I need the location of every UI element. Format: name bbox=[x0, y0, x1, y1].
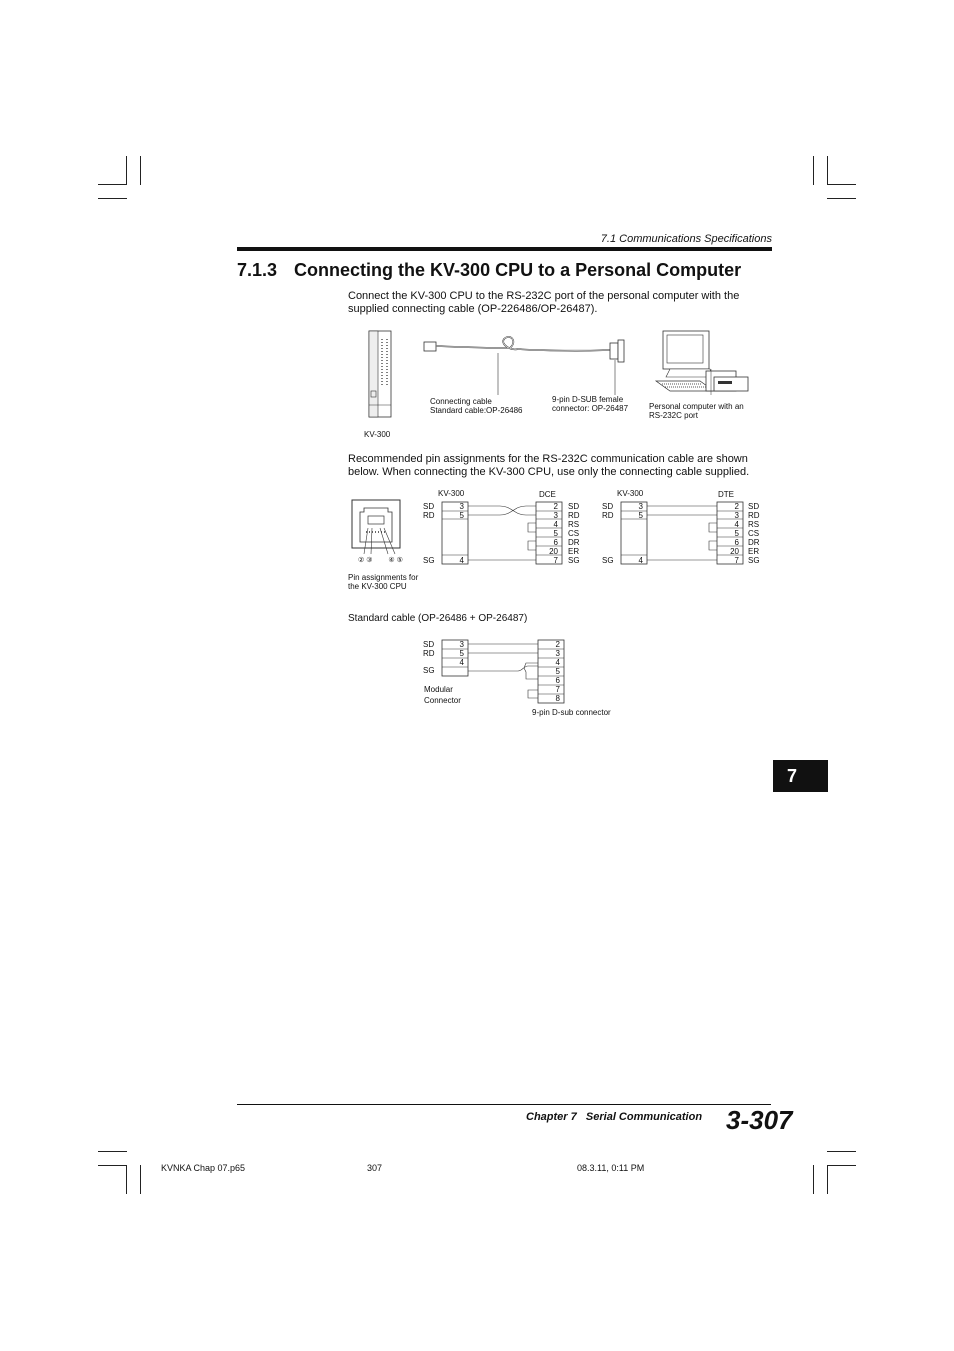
section-reference: 7.1 Communications Specifications bbox=[600, 233, 772, 245]
connection-drawing bbox=[340, 325, 780, 445]
signal-label: RS bbox=[568, 520, 580, 529]
signal-label: SG bbox=[423, 666, 435, 675]
pin-number: 20 bbox=[730, 547, 739, 556]
modular-pin-labels bbox=[358, 556, 403, 564]
section-heading bbox=[237, 260, 741, 281]
dce-wiring-diagram bbox=[416, 488, 586, 568]
crop-mark bbox=[98, 198, 127, 199]
pin-label: ④ bbox=[388, 557, 395, 564]
label-line: Connecting cable bbox=[430, 397, 492, 406]
footer-file: KVNKA Chap 07.p65 bbox=[161, 1163, 246, 1173]
label-line: Connector bbox=[424, 696, 461, 705]
pin-number: 5 bbox=[459, 649, 464, 658]
pin-number: 3 bbox=[734, 511, 739, 520]
signal-label: CS bbox=[748, 529, 760, 538]
pin-number: 4 bbox=[459, 658, 464, 667]
pin-number: 4 bbox=[459, 556, 464, 565]
pin-number: 3 bbox=[638, 502, 643, 511]
crop-mark bbox=[140, 156, 141, 185]
signal-label: SD bbox=[423, 640, 435, 649]
signal-label: SG bbox=[423, 556, 435, 565]
pin-number: 6 bbox=[734, 538, 739, 547]
pin-number: 4 bbox=[553, 520, 558, 529]
standard-cable-title: Standard cable (OP-26486 + OP-26487) bbox=[348, 613, 528, 624]
modular-connector-label bbox=[424, 684, 461, 706]
signal-label: RD bbox=[423, 649, 435, 658]
signal-label: SD bbox=[748, 502, 760, 511]
dsub-connector-label: 9-pin D-sub connector bbox=[532, 708, 611, 717]
signal-label: SD bbox=[568, 502, 580, 511]
crop-mark bbox=[827, 184, 856, 185]
pin-assignment-caption bbox=[348, 573, 418, 591]
pin-label: ② bbox=[358, 557, 365, 564]
signal-label: DR bbox=[568, 538, 580, 547]
caption-line: Pin assignments for bbox=[348, 573, 419, 582]
left-signal-labels bbox=[423, 640, 435, 658]
pin-number: 4 bbox=[555, 658, 560, 667]
right-signal-labels bbox=[748, 502, 760, 565]
pin-number: 5 bbox=[734, 529, 739, 538]
diagram-title-dte: DTE bbox=[718, 490, 734, 499]
pin-paragraph-line: Recommended pin assignments for the RS-232C communication cable are shown bbox=[348, 453, 748, 465]
signal-label: SG bbox=[748, 556, 760, 565]
crop-mark bbox=[827, 1165, 856, 1166]
right-pin-numbers bbox=[538, 640, 560, 703]
crop-mark bbox=[98, 1165, 127, 1166]
intro-paragraph bbox=[348, 290, 739, 316]
standard-cable-diagram bbox=[416, 635, 636, 721]
signal-label: SG bbox=[602, 556, 614, 565]
signal-label: ER bbox=[748, 547, 760, 556]
signal-label: RD bbox=[568, 511, 580, 520]
signal-label: RD bbox=[602, 511, 614, 520]
left-pin-numbers bbox=[621, 502, 643, 520]
pin-number: 5 bbox=[553, 529, 558, 538]
pin-number: 3 bbox=[553, 511, 558, 520]
crop-mark bbox=[827, 1165, 828, 1194]
pin-number: 2 bbox=[553, 502, 558, 511]
pin-number: 3 bbox=[459, 640, 464, 649]
pin-number: 6 bbox=[555, 676, 560, 685]
pin-label: ③ bbox=[366, 557, 373, 564]
signal-label: SG bbox=[568, 556, 580, 565]
crop-mark bbox=[827, 1151, 856, 1152]
pin-label: ⑤ bbox=[396, 557, 403, 564]
label-line: 9-pin D-SUB female bbox=[552, 395, 624, 404]
signal-label: CS bbox=[568, 529, 580, 538]
left-pin-numbers bbox=[442, 502, 464, 520]
pin-number: 20 bbox=[549, 547, 558, 556]
pin-number: 6 bbox=[553, 538, 558, 547]
intro-line: supplied connecting cable (OP-226486/OP-26487). bbox=[348, 303, 598, 315]
pin-paragraph-line: below. When connecting the KV-300 CPU, use only the connecting cable supplied. bbox=[348, 466, 750, 478]
pc-label bbox=[649, 402, 744, 420]
chapter-tab: 7 bbox=[773, 760, 828, 792]
cable-label bbox=[430, 397, 523, 415]
pin-number: 8 bbox=[555, 694, 560, 703]
crop-mark bbox=[126, 156, 127, 185]
modular-connector bbox=[350, 498, 410, 568]
label-line: Modular bbox=[424, 685, 453, 694]
diagram-title-dce: DCE bbox=[539, 490, 556, 499]
pin-number: 3 bbox=[555, 649, 560, 658]
crop-mark bbox=[140, 1165, 141, 1194]
signal-label: RD bbox=[423, 511, 435, 520]
pin-number: 4 bbox=[734, 520, 739, 529]
pin-number: 5 bbox=[555, 667, 560, 676]
diagram-title-kv300: KV-300 bbox=[617, 489, 644, 498]
pin-number: 7 bbox=[734, 556, 739, 565]
signal-label: DR bbox=[748, 538, 760, 547]
signal-label: SD bbox=[423, 502, 435, 511]
dte-wiring-diagram bbox=[596, 488, 771, 568]
crop-mark bbox=[126, 1165, 127, 1194]
pin-paragraph bbox=[348, 453, 749, 479]
pin-number: 3 bbox=[459, 502, 464, 511]
pin-number: 5 bbox=[459, 511, 464, 520]
signal-label: ER bbox=[568, 547, 580, 556]
page-number: 3-307 bbox=[726, 1105, 793, 1135]
section-title: Connecting the KV-300 CPU to a Personal Computer bbox=[294, 260, 742, 280]
section-number: 7.1.3 bbox=[237, 260, 278, 280]
signal-label: RD bbox=[748, 511, 760, 520]
left-signal-labels bbox=[602, 502, 614, 520]
crop-mark bbox=[98, 184, 127, 185]
left-signal-labels bbox=[423, 502, 435, 520]
dsub-label bbox=[552, 395, 628, 413]
connection-illustration bbox=[340, 325, 780, 445]
left-pin-numbers bbox=[442, 640, 464, 667]
header-rule bbox=[237, 247, 772, 251]
label-line: Personal computer with an bbox=[649, 402, 744, 411]
footer-rule bbox=[237, 1104, 771, 1105]
right-signal-labels bbox=[568, 502, 580, 565]
crop-mark bbox=[813, 1165, 814, 1194]
crop-mark bbox=[813, 156, 814, 185]
footer-chapter: Chapter 7 Serial Communication bbox=[526, 1111, 703, 1123]
pin-number: 2 bbox=[734, 502, 739, 511]
crop-mark bbox=[98, 1151, 127, 1152]
pin-number: 7 bbox=[553, 556, 558, 565]
pin-number: 5 bbox=[638, 511, 643, 520]
diagram-title-kv300: KV-300 bbox=[438, 489, 465, 498]
signal-label: SD bbox=[602, 502, 614, 511]
pin-number: 4 bbox=[638, 556, 643, 565]
label-line: Standard cable:OP-26486 bbox=[430, 406, 523, 415]
footer-date: 08.3.11, 0:11 PM bbox=[577, 1163, 645, 1173]
footer-page: 307 bbox=[367, 1163, 383, 1173]
crop-mark bbox=[827, 198, 856, 199]
pin-number: 2 bbox=[555, 640, 560, 649]
right-pin-numbers bbox=[536, 502, 558, 565]
pin-number: 7 bbox=[555, 685, 560, 694]
right-pin-numbers bbox=[717, 502, 739, 565]
caption-line: the KV-300 CPU bbox=[348, 582, 407, 591]
kv300-label: KV-300 bbox=[364, 430, 391, 439]
signal-label: RS bbox=[748, 520, 760, 529]
crop-mark bbox=[827, 156, 828, 185]
label-line: RS-232C port bbox=[649, 411, 698, 420]
label-line: connector: OP-26487 bbox=[552, 404, 629, 413]
intro-line: Connect the KV-300 CPU to the RS-232C port of the personal computer with the bbox=[348, 290, 740, 302]
